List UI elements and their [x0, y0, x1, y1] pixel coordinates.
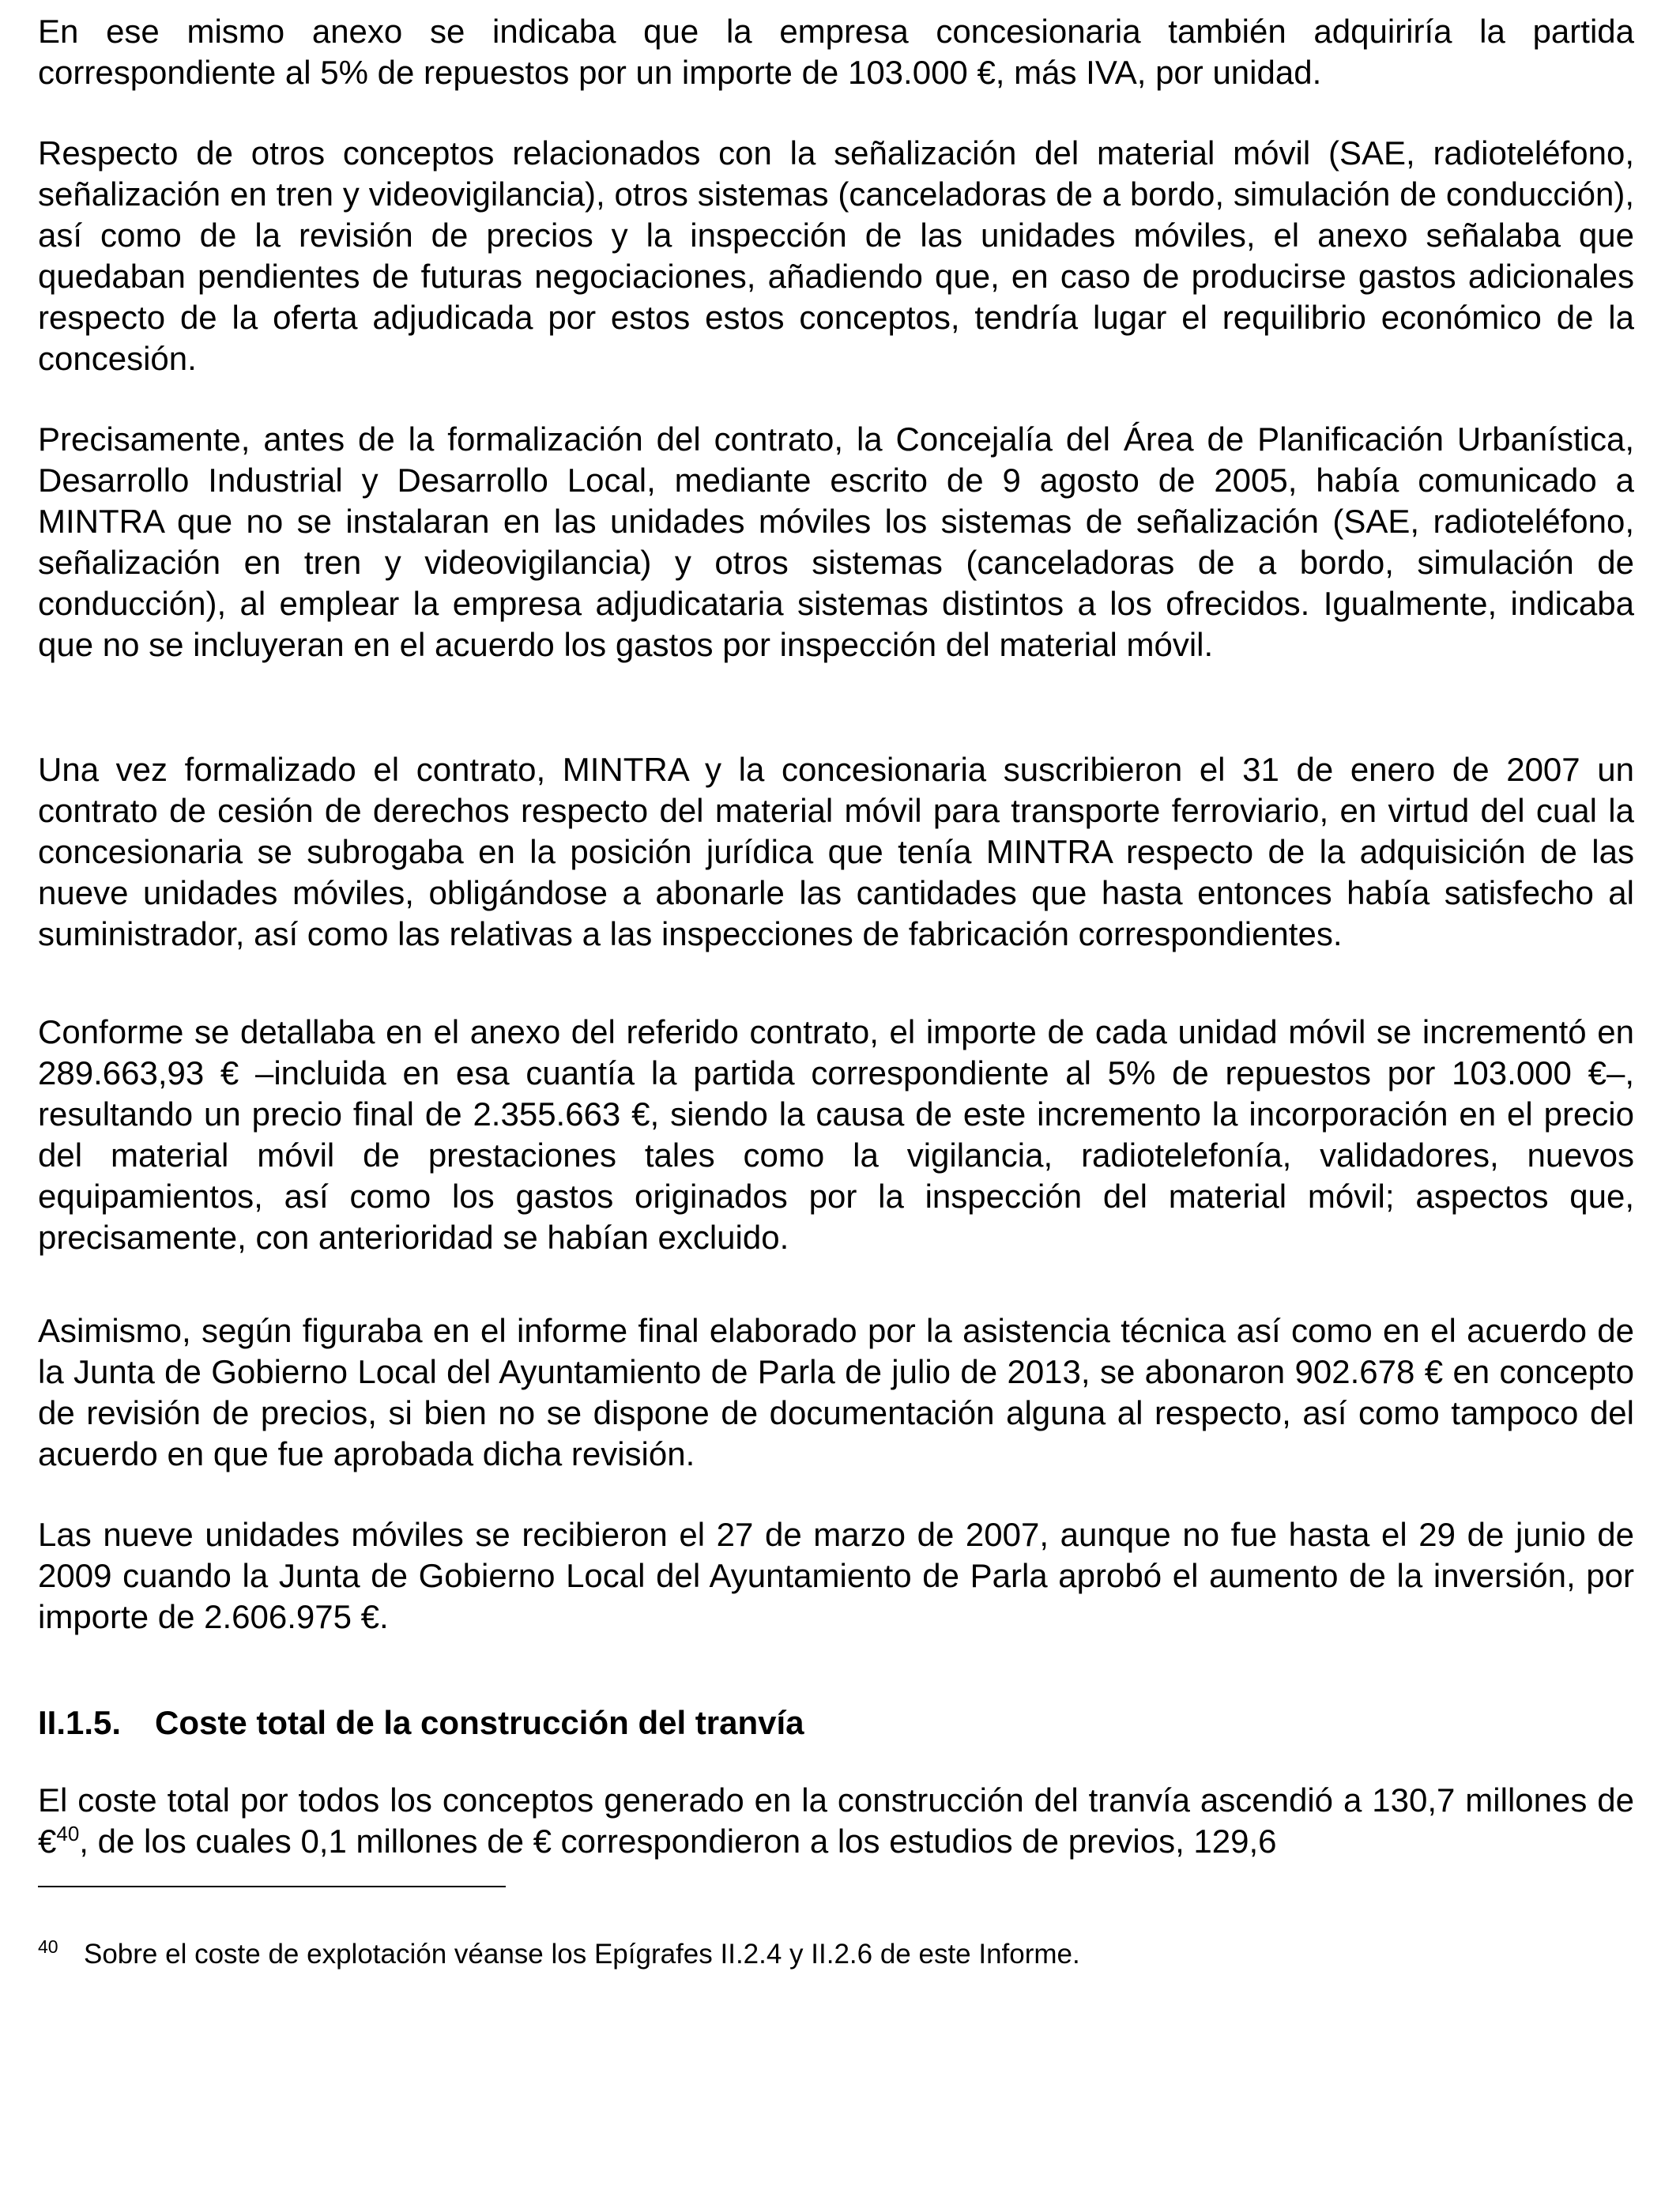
paragraph-pending-negotiations: Respecto de otros conceptos relacionados con la señalización del material móvil (SAE, radioteléfono, señalización en tren y videovigilancia), otros sistemas (canceladoras de a bordo, simulación de conducción), así como de la revisión de precios y la inspección de las unidades móviles, el anexo señalaba que quedaban pendientes de futuras negociaciones, añadiendo que, en caso de producirse gastos adicionales respecto de la oferta adjudicada por estos estos conceptos, tendría lugar el requilibrio económico de la concesión. — [38, 134, 1634, 377]
section-number: II.1.5. — [38, 1704, 122, 1741]
section-title: Coste total de la construcción del tranvía — [155, 1704, 804, 1741]
paragraph-spare-parts: En ese mismo anexo se indicaba que la empresa concesionaria también adquiriría la partida correspondiente al 5% de repuestos por un importe de 103.000 €, más IVA, por unidad. — [38, 13, 1634, 91]
footnote-reference[interactable]: 40 — [56, 1822, 80, 1845]
footnote-separator — [38, 1886, 506, 1887]
paragraph-price-revision: Asimismo, según figuraba en el informe final elaborado por la asistencia técnica así como en el acuerdo de la Junta de Gobierno Local del Ayuntamiento de Parla de julio de 2013, se abonaron 902.678 € en concepto de revisión de precios, si bien no se dispone de documentación alguna al respecto, así como tampoco del acuerdo en que fue aprobada dicha revisión. — [38, 1312, 1634, 1472]
paragraph-units-received: Las nueve unidades móviles se recibieron el 27 de marzo de 2007, aunque no fue hasta el 29 de junio de 2009 cuando la Junta de Gobierno Local del Ayuntamiento de Parla aprobó el aumento de la inversión, por importe de 2.606.975 €. — [38, 1516, 1634, 1635]
footnote: 40 Sobre el coste de explotación véanse los Epígrafes II.2.4 y II.2.6 de este Informe. — [38, 1936, 1080, 1970]
paragraph-concejalia-letter: Precisamente, antes de la formalización del contrato, la Concejalía del Área de Planificación Urbanística, Desarrollo Industrial y Desarrollo Local, mediante escrito de 9 agosto de 2005, había comunicado a MINTRA que no se instalaran en las unidades móviles los sistemas de señalización (SAE, radioteléfono, señalización en tren y videovigilancia) y otros sistemas (canceladoras de a bordo, simulación de conducción), al emplear la empresa adjudicataria sistemas distintos a los ofrecidos. Igualmente, indicaba que no se incluyeran en el acuerdo los gastos por inspección del material móvil. — [38, 420, 1634, 663]
footnote-text: Sobre el coste de explotación véanse los Epígrafes II.2.4 y II.2.6 de este Informe. — [84, 1939, 1080, 1970]
paragraph-rights-assignment: Una vez formalizado el contrato, MINTRA y la concesionaria suscribieron el 31 de enero de 2007 un contrato de cesión de derechos respecto del material móvil para transporte ferroviario, en virtud del cual la concesionaria se subrogaba en la posición jurídica que tenía MINTRA respecto de la adquisición de las nueve unidades móviles, obligándose a abonarle las cantidades que hasta entonces había satisfecho al suministrador, así como las relativas a las inspecciones de fabricación correspondientes. — [38, 751, 1634, 952]
paragraph-total-cost — [38, 1780, 1634, 1862]
paragraph-unit-price-increase: Conforme se detallaba en el anexo del referido contrato, el importe de cada unidad móvil se incrementó en 289.663,93 € –incluida en esa cuantía la partida correspondiente al 5% de repuestos por 103.000 €–, resultando un precio final de 2.355.663 €, siendo la causa de este incremento la incorporación en el precio del material móvil de prestaciones tales como la vigilancia, radiotelefonía, validadores, nuevos equipamientos, así como los gastos originados por la inspección del material móvil; aspectos que, precisamente, con anterioridad se habían excluido. — [38, 1013, 1634, 1256]
section-heading — [38, 1702, 1634, 1744]
total-cost-text-continued: , de los cuales 0,1 millones de € correspondieron a los estudios de previos, 129,6 — [79, 1823, 1277, 1860]
total-cost-text: El coste total por todos los conceptos generado en la construcción del tranvía ascendió a 130,7 millones de € — [38, 1781, 1634, 1860]
